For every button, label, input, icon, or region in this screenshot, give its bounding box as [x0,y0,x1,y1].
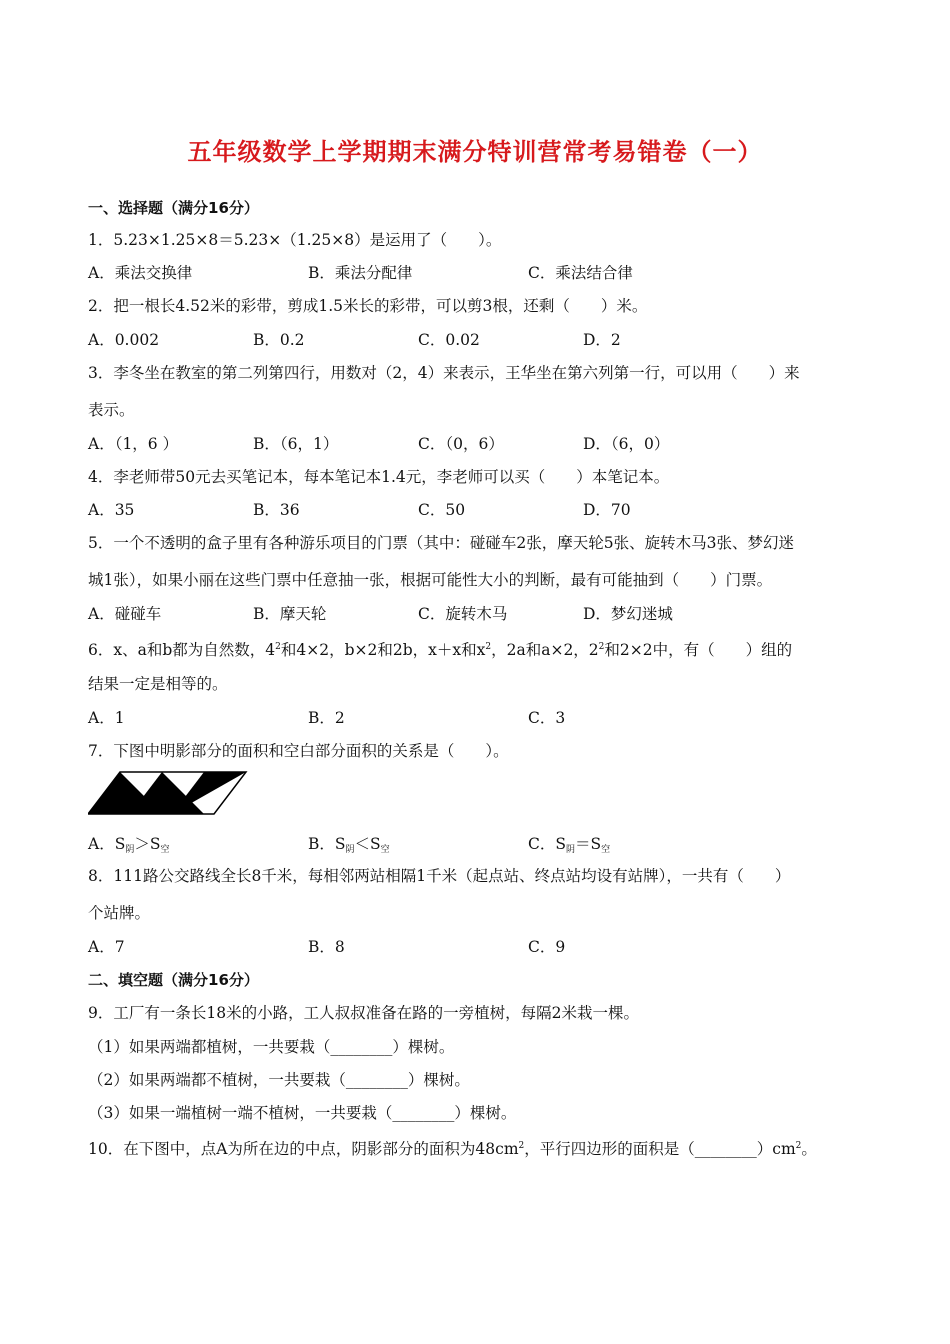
q6-option-c: C．3 [528,709,566,727]
question-6-line1 [88,637,792,660]
q4-option-d: D．70 [583,501,631,519]
question-3-line2: 表示。 [88,401,135,419]
q6-text-c: ，2a和a×2，2 [491,641,599,659]
q1-option-c: C．乘法结合律 [528,264,633,282]
question-2: 2．把一根长4.52米的彩带，剪成1.5米长的彩带，可以剪3根，还剩（ ）米。 [88,297,648,315]
parallelogram-triangles-figure [88,770,248,816]
q3-option-c: C．（0，6） [418,435,504,453]
q8-option-b: B．8 [308,938,345,956]
q5-option-a: A．碰碰车 [88,605,162,623]
q9-subquestion-1: （1）如果两端都植树，一共要栽（________）棵树。 [88,1038,455,1056]
section-heading-choice: 一、选择题（满分16分） [88,199,259,217]
q4-option-b: B．36 [253,501,300,519]
question-8-line1: 8．111路公交路线全长8千米，每相邻两站相隔1千米（起点站、终点站均设有站牌），一共有（ ） [88,867,791,885]
q1-option-a: A．乘法交换律 [88,264,193,282]
q8-option-c: C．9 [528,938,566,956]
q6-option-a: A．1 [88,709,125,727]
q6-exponent-b: 2 [485,642,492,652]
q6-text-a: 6．x、a和b都为自然数，4 [88,641,276,659]
q2-option-c: C．0.02 [418,331,480,349]
q3-option-a: A．（1，6 ） [88,435,179,453]
q3-option-b: B．（6，1） [253,435,339,453]
q6-exponent-a: 2 [275,642,281,652]
q10-exponent-a: 2 [518,1141,525,1151]
q10-exponent-b: 2 [795,1141,802,1151]
q6-text-d: 和2×2中，有（ ）组的 [604,641,793,659]
question-4: 4．李老师带50元去买笔记本，每本笔记本1.4元，李老师可以买（ ）本笔记本。 [88,468,670,486]
q2-option-b: B．0.2 [253,331,305,349]
q8-option-a: A．7 [88,938,125,956]
question-5-line2: 城1张），如果小丽在这些门票中任意抽一张，根据可能性大小的判断，最有可能抽到（ ）门票。 [88,571,773,589]
q5-option-b: B．摩天轮 [253,605,327,623]
q6-exponent-c: 2 [598,642,605,652]
question-1: 1．5.23×1.25×8＝5.23×（1.25×8）是运用了（ ）。 [88,231,502,249]
q4-option-c: C．50 [418,501,466,519]
q2-option-d: D．2 [583,331,621,349]
question-10: 10．在下图中，点A为所在边的中点，阴影部分的面积为$48cm^2$，平行四边形的面积是$(\_\_\_\_\_\_\_\_)cm^2$。 [88,1140,817,1158]
q7-option-b: B．$S_阴<S_空$ [308,835,390,855]
q7-option-c: C．$S_阴=S_空$ [528,835,611,855]
q2-option-a: A．0.002 [88,331,160,349]
question-8-line2: 个站牌。 [88,904,151,922]
question-9: 9．工厂有一条长18米的小路，工人叔叔准备在路的一旁植树，每隔2米栽一棵。 [88,1004,639,1022]
question-7: 7．下图中明影部分的面积和空白部分面积的关系是（ ）。 [88,742,509,760]
q4-option-a: A．35 [88,501,135,519]
q7-option-a: A．$S_阴>S_空$ [88,835,170,855]
page-title: 五年级数学上学期期末满分特训营常考易错卷（一） [187,138,763,166]
q1-option-b: B．乘法分配律 [308,264,413,282]
section-heading-fill: 二、填空题（满分16分） [88,971,259,989]
q6-text-b: 和4×2，b×2和2b，x＋x和x [280,641,486,659]
q9-subquestion-2: （2）如果两端都不植树，一共要栽（________）棵树。 [88,1071,470,1089]
question-6-line2: 结果一定是相等的。 [88,675,228,693]
question-5-line1: 5．一个不透明的盒子里有各种游乐项目的门票（其中：碰碰车2张，摩天轮5张、旋转木马3张、梦幻迷 [88,534,794,552]
q6-option-b: B．2 [308,709,345,727]
q5-option-c: C．旋转木马 [418,605,508,623]
question-3-line1: 3．李冬坐在教室的第二列第四行，用数对（2，4）来表示，王华坐在第六列第一行，可以用（ ）来 [88,364,800,382]
q3-option-d: D．（6，0） [583,435,670,453]
q9-subquestion-3: （3）如果一端植树一端不植树，一共要栽（________）棵树。 [88,1104,517,1122]
q5-option-d: D．梦幻迷城 [583,605,673,623]
